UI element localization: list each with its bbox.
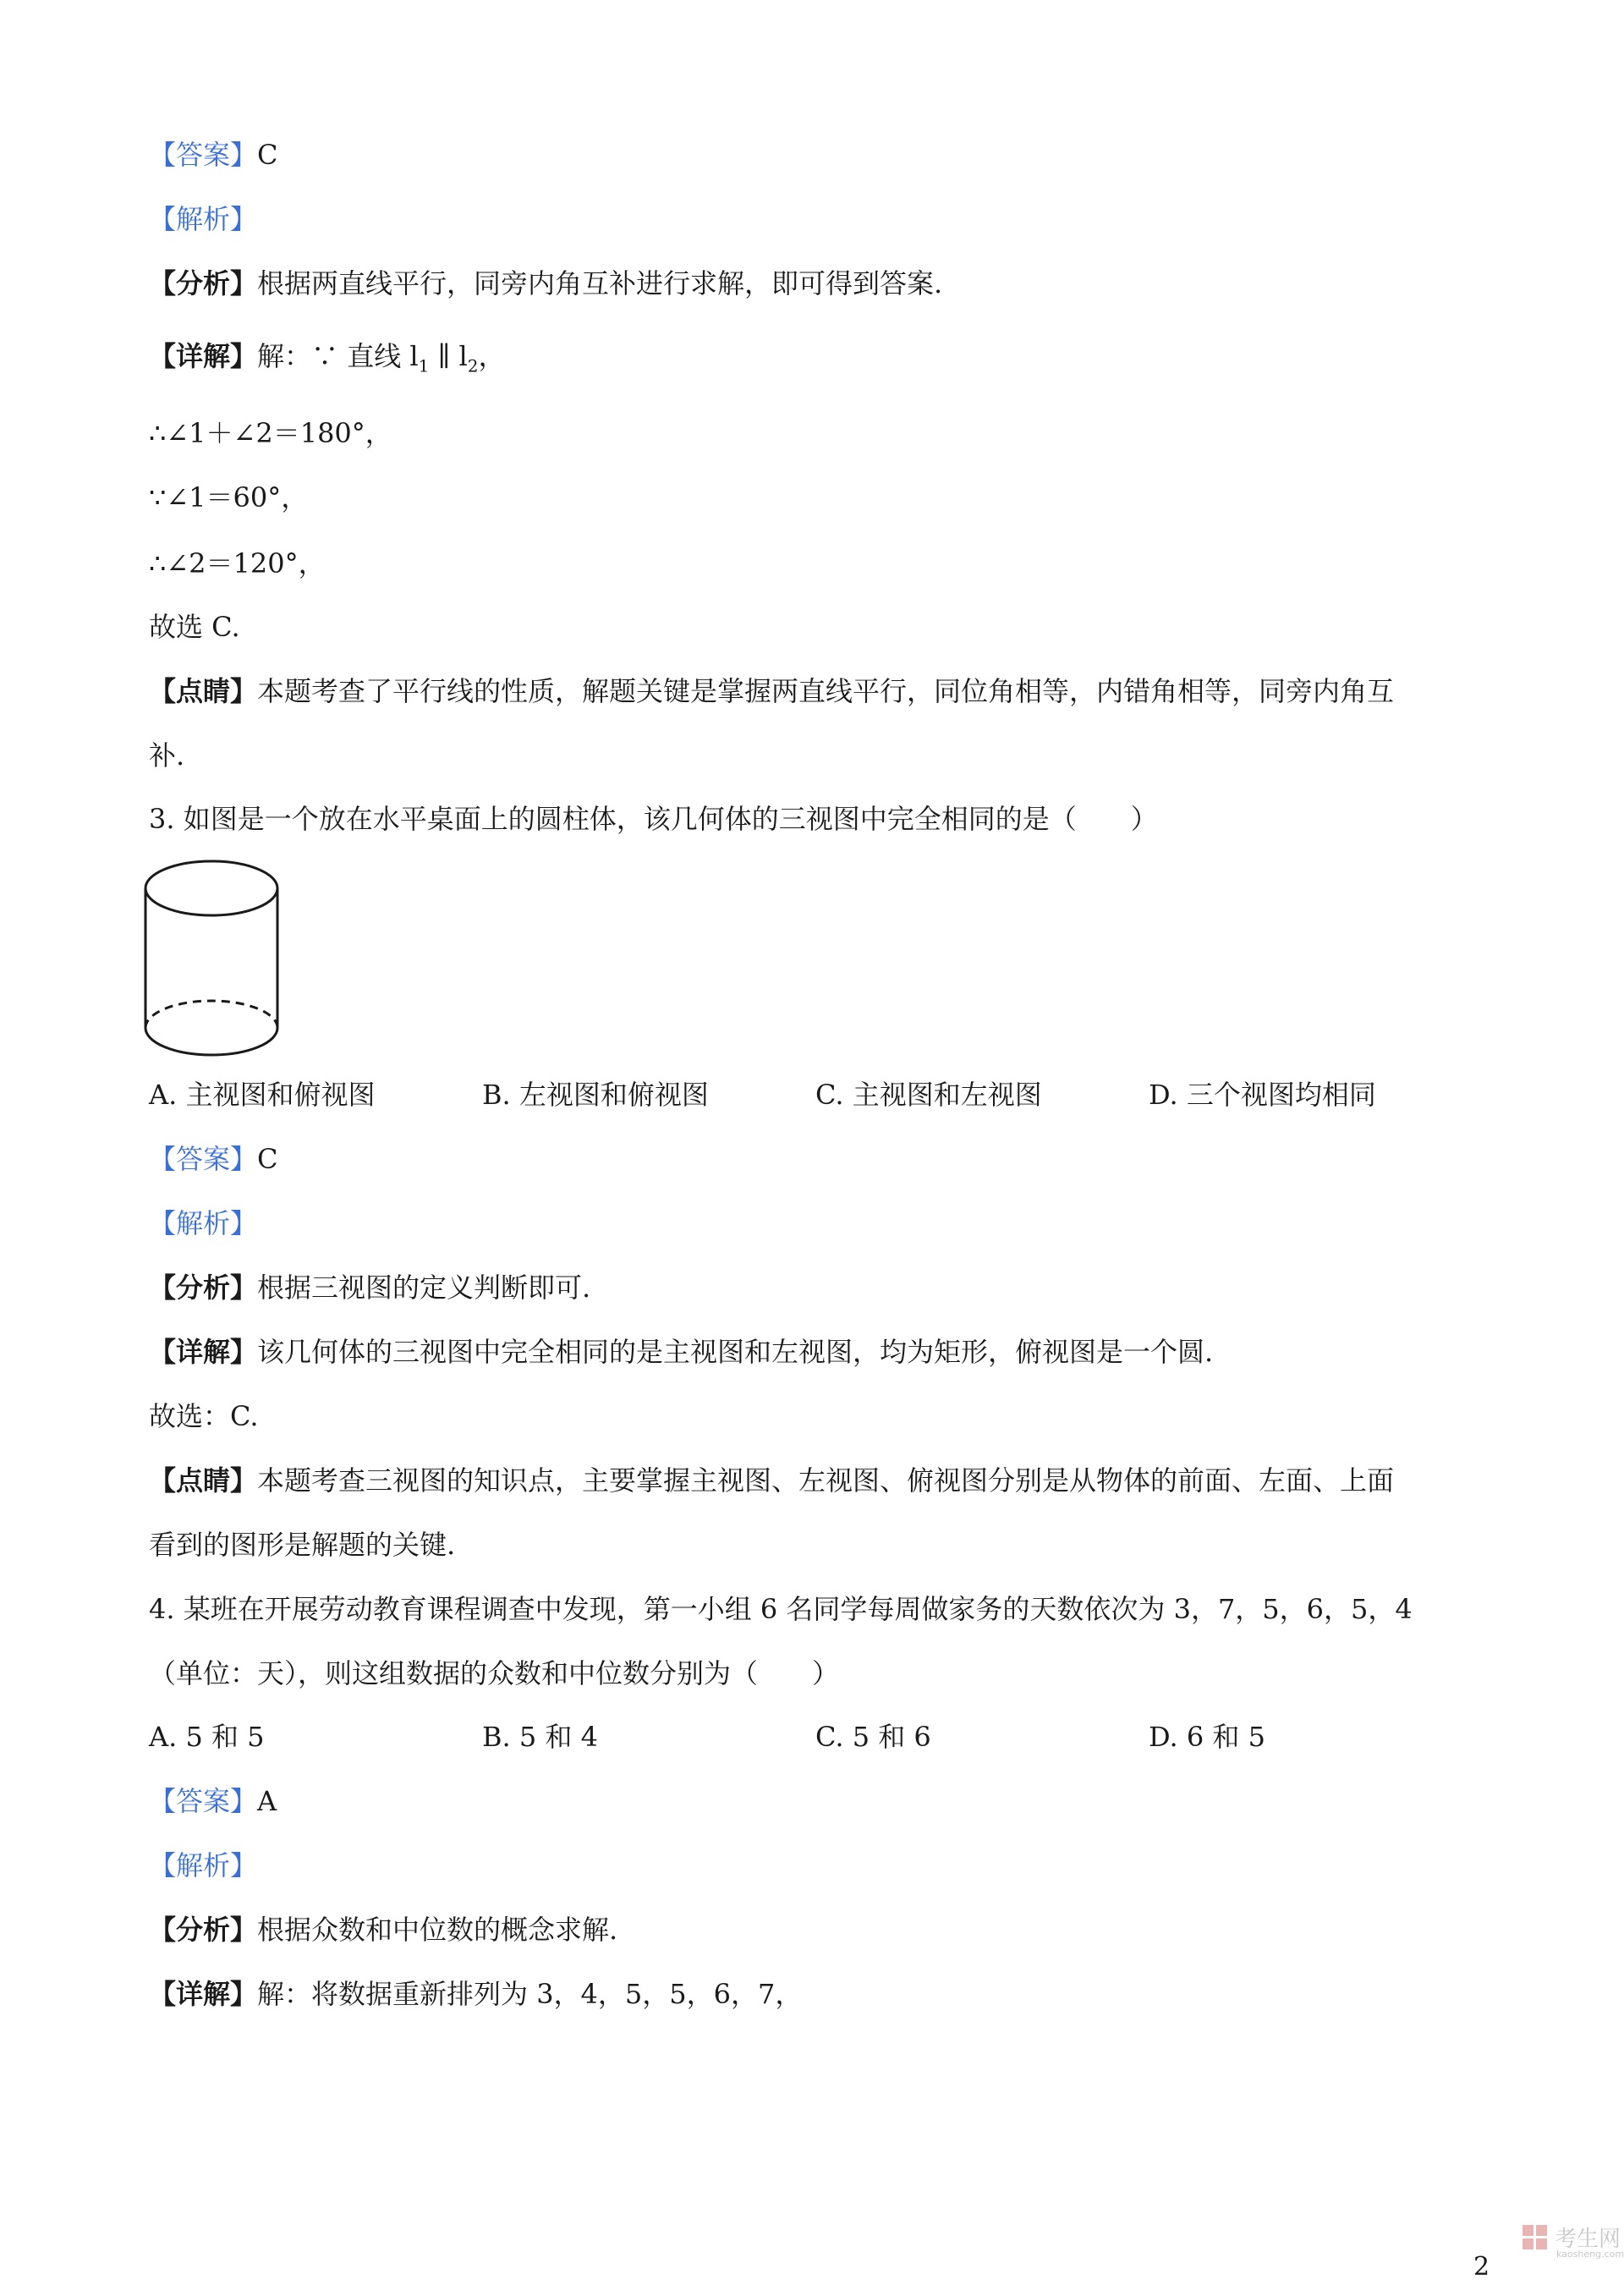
q2-answer-line [149, 138, 278, 172]
q3-fenxi-line [149, 1271, 590, 1305]
xiangjie-tag: 【详解】 [149, 340, 258, 372]
q3-choose: 故选：C. [149, 1400, 259, 1432]
dianjing-text: 本题考查三视图的知识点，主要掌握主视图、左视图、俯视图分别是从物体的前面、左面、上面 [257, 1464, 1395, 1497]
comma: ， [478, 340, 506, 372]
answer-value: A [257, 1785, 277, 1817]
cylinder-figure [144, 854, 296, 1057]
q3-option-c: C. 主视图和左视图 [815, 1079, 1042, 1111]
cylinder-top-ellipse [145, 861, 277, 915]
dianjing-text: 本题考查了平行线的性质，解题关键是掌握两直线平行，同位角相等，内错角相等，同旁内角互 [257, 675, 1395, 707]
q3-answer-line [149, 1142, 278, 1176]
q4-stem-2: （单位：天），则这组数据的众数和中位数分别为（ ） [149, 1657, 840, 1689]
line-l2: $l_2$ [458, 340, 479, 376]
fenxi-text: 根据三视图的定义判断即可. [257, 1272, 591, 1304]
page-number: 2 [1473, 2252, 1490, 2282]
q3-option-d: D. 三个视图均相同 [1149, 1079, 1376, 1111]
q2-step3: ∴∠2＝120°， [149, 547, 326, 579]
q2-step2: ∵∠1＝60°， [149, 481, 309, 514]
q2-analysis-line [149, 202, 257, 236]
answer-value: C [257, 139, 278, 171]
dianjing-tag: 【点睛】 [149, 1464, 258, 1497]
line-l1: $l_1$ [409, 340, 430, 376]
q2-dianjing-line [149, 674, 1394, 708]
fenxi-tag: 【分析】 [149, 267, 258, 299]
xiangjie-prefix: 解：∵ 直线 [257, 340, 410, 372]
xiangjie-tag: 【详解】 [149, 1336, 258, 1368]
cylinder-bottom-front [145, 1028, 277, 1055]
q4-option-a: A. 5 和 5 [149, 1721, 265, 1753]
q2-choose: 故选 C. [149, 611, 240, 643]
cylinder-bottom-hidden [145, 1001, 277, 1028]
q4-option-d: D. 6 和 5 [1149, 1721, 1265, 1753]
xiangjie-tag: 【详解】 [149, 1978, 258, 2010]
answer-value: C [257, 1143, 278, 1175]
fenxi-text: 根据众数和中位数的概念求解. [257, 1914, 618, 1946]
fenxi-tag: 【分析】 [149, 1914, 258, 1946]
q4-option-b: B. 5 和 4 [482, 1721, 598, 1753]
analysis-tag: 【解析】 [149, 1849, 258, 1881]
xiangjie-text: 解：将数据重新排列为 3，4，5，5，6，7， [257, 1978, 803, 2010]
fenxi-text: 根据两直线平行，同旁内角互补进行求解，即可得到答案. [257, 267, 943, 299]
q2-fenxi-line [149, 266, 942, 300]
q3-dianjing-cont: 看到的图形是解题的关键. [149, 1529, 456, 1561]
q3-option-a: A. 主视图和俯视图 [149, 1079, 376, 1111]
dianjing-tag: 【点睛】 [149, 675, 258, 707]
q4-analysis-line [149, 1848, 257, 1882]
q2-step1: ∴∠1＋∠2＝180°， [149, 417, 392, 449]
analysis-tag: 【解析】 [149, 203, 258, 235]
q4-stem-1: 4. 某班在开展劳动教育课程调查中发现，第一小组 6 名同学每周做家务的天数依次为 3，7，5，6，5，4 [149, 1593, 1413, 1625]
watermark-url: kaosheng.com [1556, 2249, 1624, 2260]
q3-analysis-line [149, 1206, 257, 1240]
q3-stem: 3. 如图是一个放在水平桌面上的圆柱体，该几何体的三视图中完全相同的是（ ） [149, 803, 1158, 835]
q3-dianjing-line [149, 1464, 1394, 1497]
q4-xiangjie-line [149, 1977, 802, 2011]
analysis-tag: 【解析】 [149, 1207, 258, 1239]
watermark-brand: 考生网 [1555, 2227, 1621, 2252]
q3-option-b: B. 左视图和俯视图 [482, 1079, 709, 1111]
parallel-symbol: ∥ [429, 340, 459, 372]
q3-xiangjie-line [149, 1335, 1213, 1369]
q2-dianjing-cont: 补. [149, 739, 185, 772]
answer-tag: 【答案】 [149, 1143, 258, 1175]
q4-fenxi-line [149, 1913, 617, 1947]
kaosheng-logo-icon [1521, 2223, 1550, 2252]
q4-answer-line [149, 1784, 277, 1818]
xiangjie-text: 该几何体的三视图中完全相同的是主视图和左视图，均为矩形，俯视图是一个圆. [257, 1336, 1214, 1368]
q2-xiangjie-line [149, 339, 505, 382]
answer-tag: 【答案】 [149, 139, 258, 171]
q4-option-c: C. 5 和 6 [815, 1721, 931, 1753]
answer-tag: 【答案】 [149, 1785, 258, 1817]
fenxi-tag: 【分析】 [149, 1272, 258, 1304]
